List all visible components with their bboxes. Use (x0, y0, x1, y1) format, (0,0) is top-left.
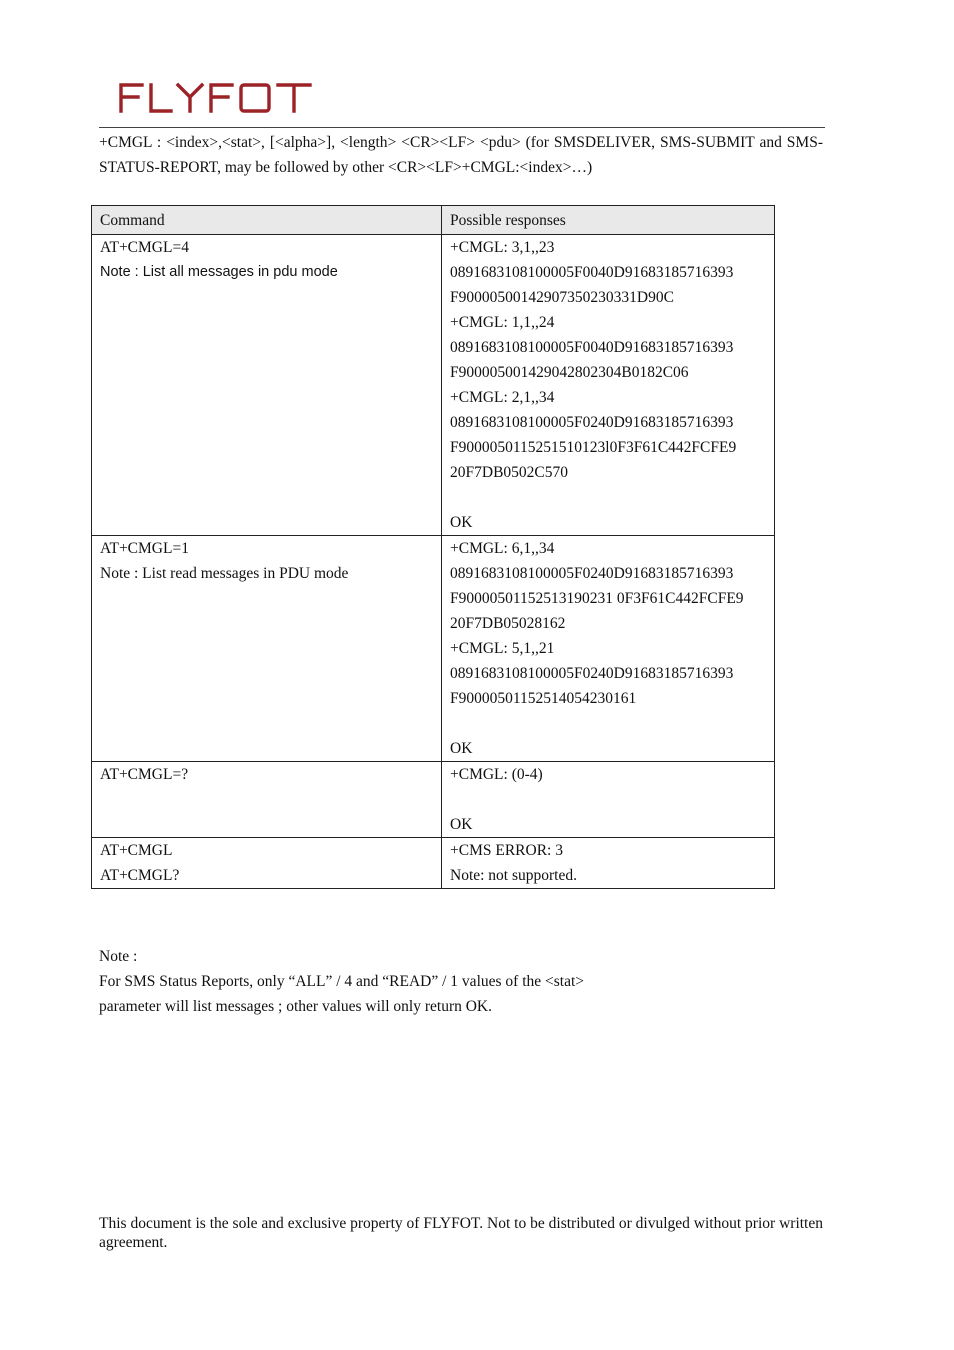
command-table (91, 205, 775, 889)
response-ok: OK (450, 816, 473, 833)
response-line: F90000501152513190231 0F3F61C442FCFE9 (450, 590, 744, 607)
command-text: AT+CMGL=4 (100, 239, 189, 256)
response-line: 0891683108100005F0240D91683185716393 (450, 665, 734, 682)
response-line: 0891683108100005F0040D91683185716393 (450, 264, 734, 281)
response-note: Note: not supported. (450, 867, 577, 884)
intro-line-1: +CMGL : <index>,<stat>, [<alpha>], <length> <CR><LF> <pdu> (for SMSDELIVER, SMS-SUBMIT (99, 134, 755, 151)
response-blank-line (450, 711, 766, 736)
response-line: 0891683108100005F0240D91683185716393 (450, 414, 734, 431)
command-text: AT+CMGL? (100, 867, 180, 884)
response-line: 0891683108100005F0240D91683185716393 (450, 565, 734, 582)
command-text: AT+CMGL=? (100, 766, 189, 783)
response-ok: OK (450, 740, 473, 757)
table-row (92, 762, 775, 838)
table-row (92, 235, 775, 536)
response-line: +CMGL: 5,1,,21 (450, 640, 555, 657)
header-responses: Possible responses (442, 206, 775, 235)
response-line: 20F7DB0502C570 (450, 464, 568, 481)
response-line: +CMGL: 3,1,,23 (450, 239, 555, 256)
command-cell (92, 536, 442, 762)
response-ok: OK (450, 514, 473, 531)
response-cell (442, 762, 775, 838)
intro-line-2: and SMS-STATUS-REPORT, may be followed by other <CR><LF>+CMGL:<index>…) (99, 134, 823, 176)
note-line-2: parameter will list messages ; other values will only return OK. (99, 998, 493, 1015)
response-line: +CMS ERROR: 3 (450, 842, 563, 859)
response-blank-line (450, 485, 766, 510)
response-line: F90000500142907350230331D90C (450, 289, 674, 306)
table-row (92, 536, 775, 762)
response-cell (442, 235, 775, 536)
response-line: F90000501152514054230161 (450, 690, 637, 707)
command-cell (92, 762, 442, 838)
response-line: +CMGL: (0-4) (450, 766, 543, 783)
response-line: +CMGL: 2,1,,34 (450, 389, 555, 406)
response-line: 20F7DB05028162 (450, 615, 566, 632)
response-cell (442, 838, 775, 889)
response-line: F900005001429042802304B0182C06 (450, 364, 689, 381)
flyfot-logo (118, 80, 314, 114)
command-cell (92, 838, 442, 889)
command-note: Note : List read messages in PDU mode (100, 565, 349, 582)
note-title: Note : (99, 948, 138, 965)
command-text: AT+CMGL (100, 842, 173, 859)
header-command: Command (92, 206, 442, 235)
note-line-1: For SMS Status Reports, only “ALL” / 4 and “READ” / 1 values of the <stat> (99, 973, 585, 990)
response-line: 0891683108100005F0040D91683185716393 (450, 339, 734, 356)
response-cell (442, 536, 775, 762)
note-block (99, 944, 584, 1019)
response-blank-line (450, 787, 766, 812)
header-divider (99, 127, 825, 128)
command-note: Note : List all messages in pdu mode (100, 264, 338, 280)
footer-disclaimer: This document is the sole and exclusive property of FLYFOT. Not to be distributed or divulged without prior written agreement. (99, 1215, 823, 1251)
table-header-row (92, 206, 775, 235)
table-row (92, 838, 775, 889)
intro-paragraph (99, 130, 823, 180)
command-text: AT+CMGL=1 (100, 540, 189, 557)
response-line: +CMGL: 6,1,,34 (450, 540, 555, 557)
response-line: F9000050115251510123l0F3F61C442FCFE9 (450, 439, 737, 456)
command-cell (92, 235, 442, 536)
response-line: +CMGL: 1,1,,24 (450, 314, 555, 331)
